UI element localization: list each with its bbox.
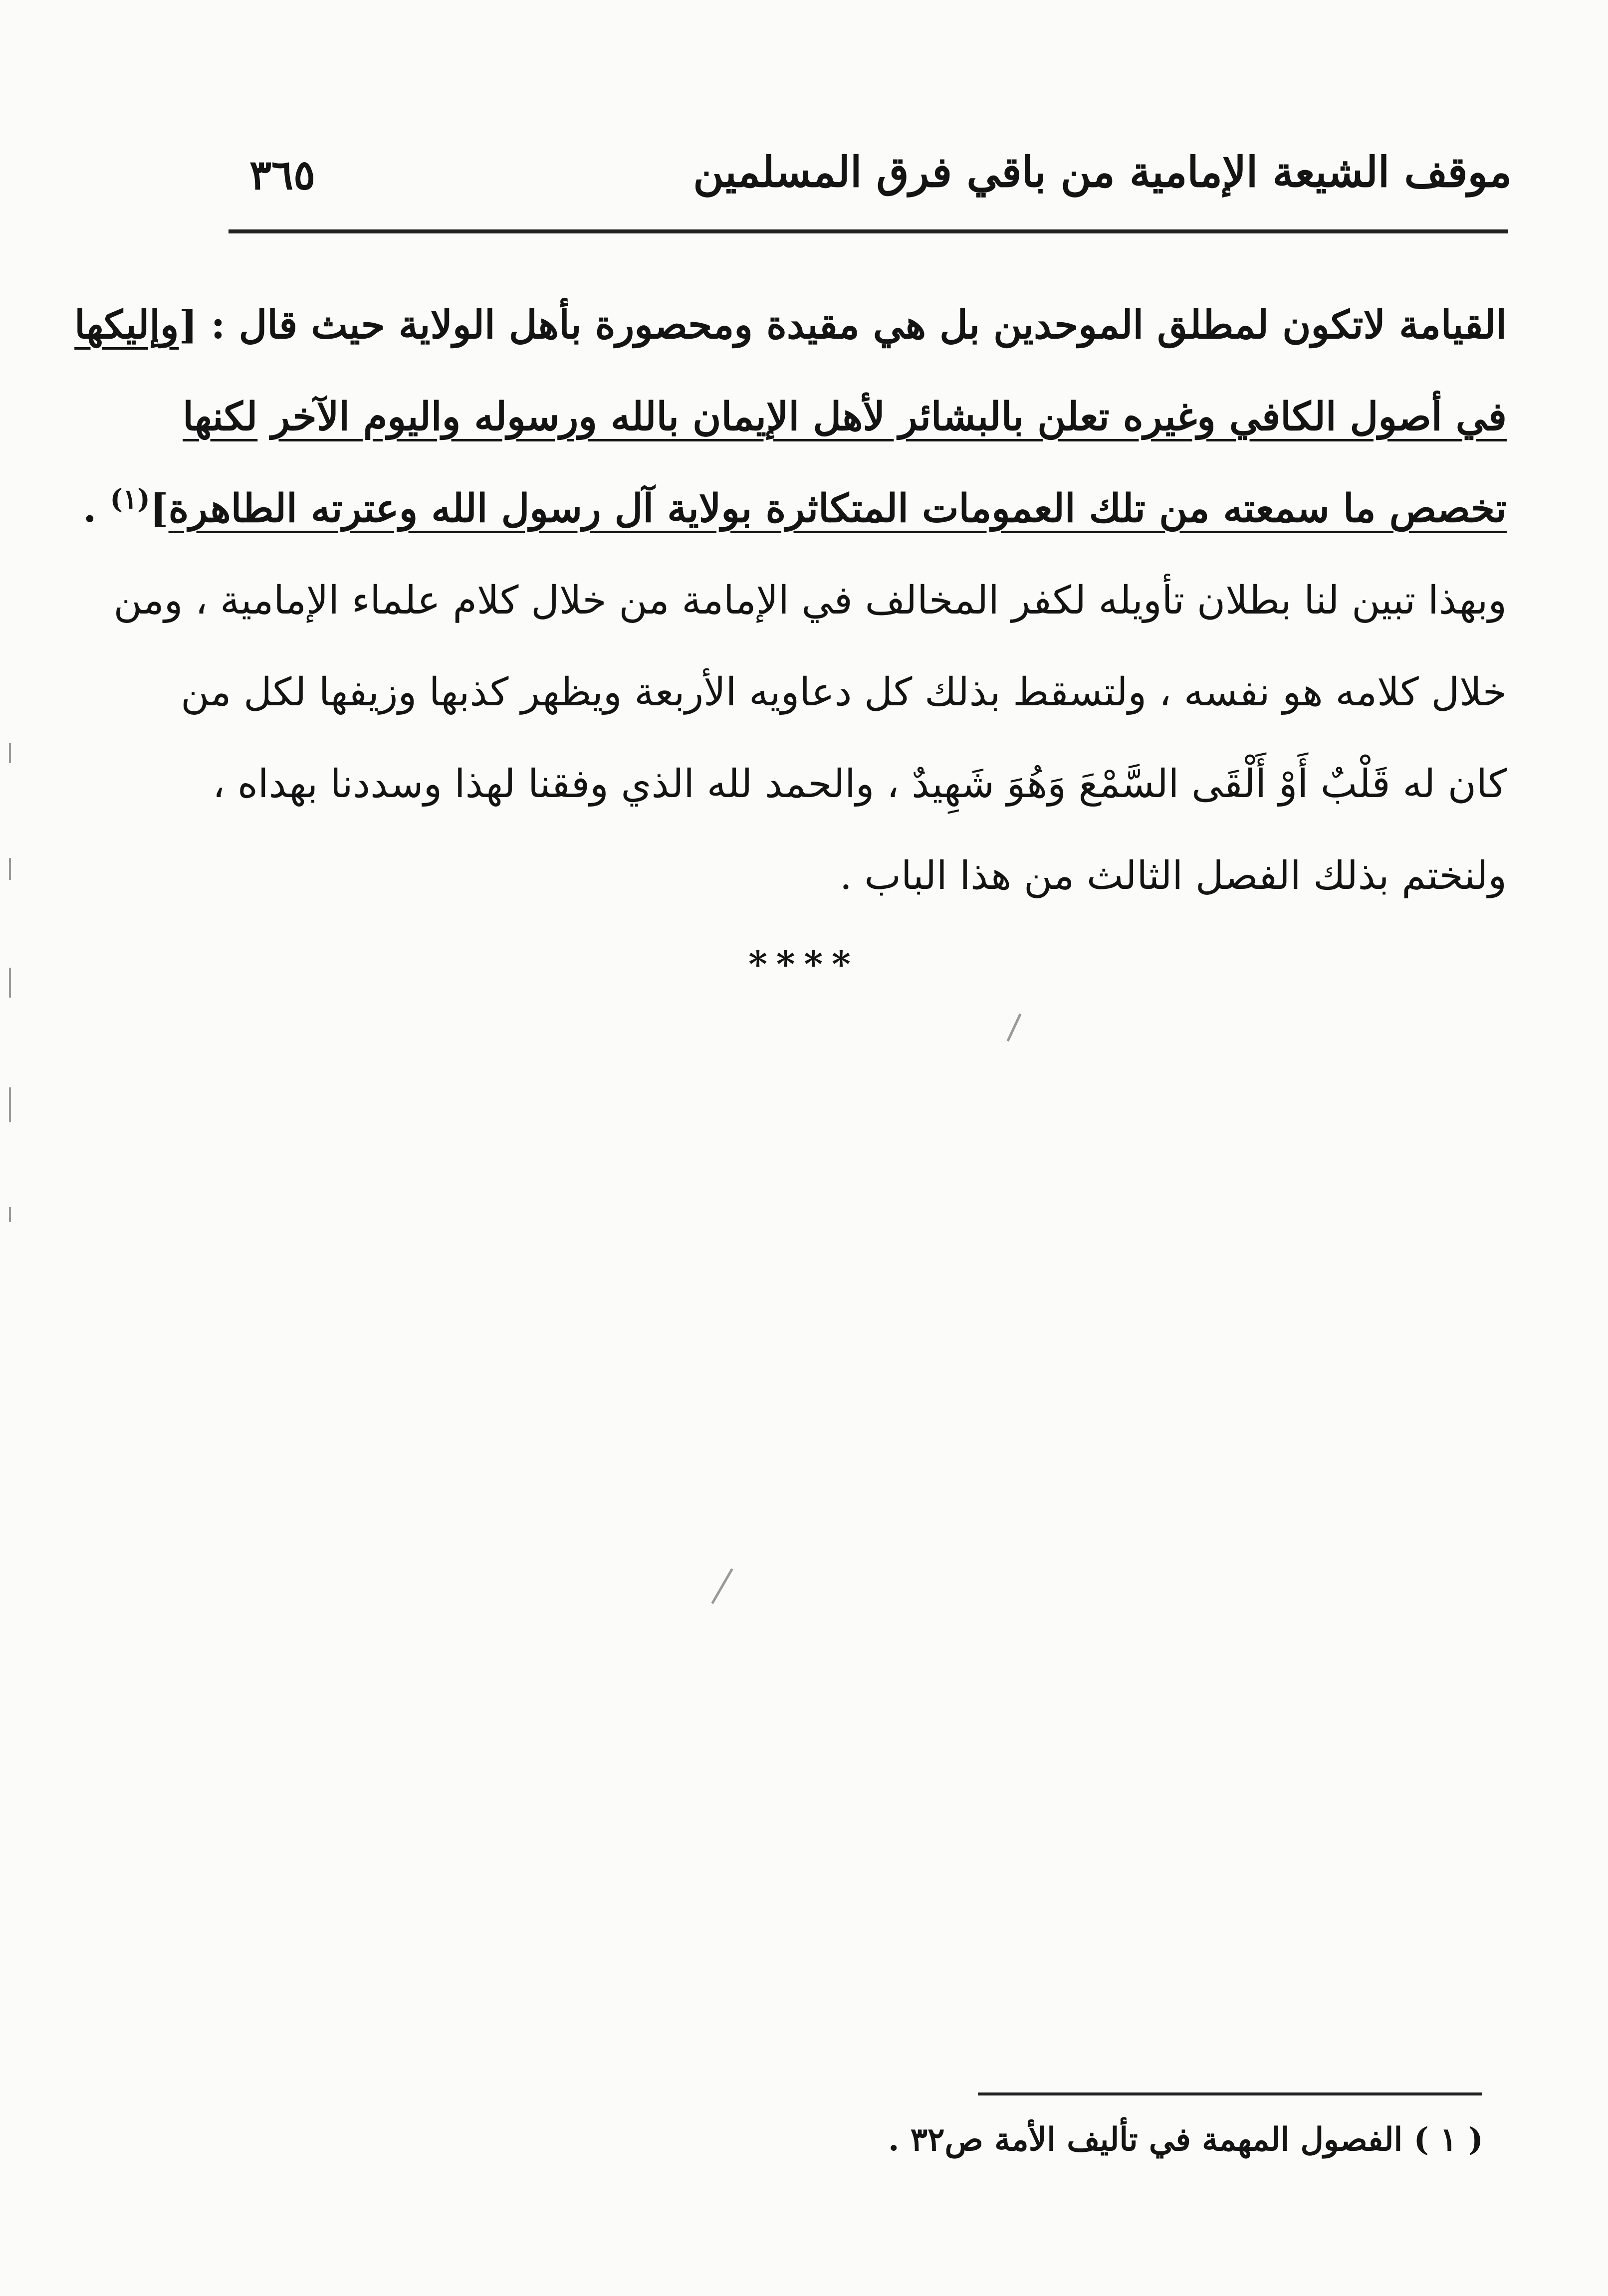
scan-speck bbox=[711, 1568, 733, 1604]
body-text bbox=[74, 279, 1507, 922]
footnote-rule bbox=[978, 2092, 1482, 2095]
body-line-3-close: ] bbox=[150, 486, 169, 531]
body-line-5: خلال كلامه هو نفسه ، ولتسقط بذلك كل دعاويه الأربعة ويظهر كذبها وزيفها لكل من bbox=[181, 670, 1507, 715]
footnote: ( ١ ) الفصول المهمة في تأليف الأمة ص٣٢ . bbox=[888, 2121, 1483, 2158]
body-line-2 bbox=[183, 371, 1507, 463]
section-separator: **** bbox=[748, 943, 860, 985]
body-line-6: كان له قَلْبٌ أَوْ أَلْقَى السَّمْعَ وَهُوَ شَهِيدٌ ، والحمد لله الذي وفقنا لهذا وسددنا بهداه ، bbox=[213, 762, 1507, 807]
header-rule bbox=[229, 229, 1508, 233]
scan-margin-mark bbox=[9, 858, 11, 880]
body-line-1-start: القيامة لاتكون لمطلق الموحدين بل هي مقيدة ومحصورة بأهل الولاية حيث قال : [ bbox=[179, 302, 1507, 348]
body-line-2-end: لكنها bbox=[183, 394, 258, 439]
footnote-reference: (١) bbox=[110, 483, 150, 515]
scan-speck bbox=[1007, 1014, 1022, 1042]
scan-margin-mark bbox=[9, 968, 11, 998]
scan-margin-mark bbox=[9, 1087, 11, 1122]
body-line-2-underlined: في أصول الكافي وغيره تعلن بالبشائر لأهل الإيمان بالله ورسوله واليوم الآخر bbox=[271, 394, 1507, 439]
scan-margin-mark bbox=[9, 1207, 11, 1222]
body-line-3 bbox=[83, 463, 1507, 555]
running-title: موقف الشيعة الإمامية من باقي فرق المسلمين bbox=[693, 147, 1512, 197]
body-line-3-end: . bbox=[83, 486, 97, 531]
body-line-1 bbox=[74, 279, 1507, 371]
body-line-3-underlined: تخصص ما سمعته من تلك العمومات المتكاثرة بولاية آل رسول الله وعترته الطاهرة bbox=[168, 486, 1507, 531]
body-line-7: ولنختم بذلك الفصل الثالث من هذا الباب . bbox=[839, 853, 1507, 898]
page-header bbox=[230, 145, 1512, 209]
body-line-1-underlined: وإليكها bbox=[74, 302, 179, 348]
body-line-4: وبهذا تبين لنا بطلان تأويله لكفر المخالف في الإمامة من خلال كلام علماء الإمامية ، ومن bbox=[113, 578, 1507, 623]
page-number: ٣٦٥ bbox=[249, 151, 316, 199]
scan-margin-mark bbox=[9, 743, 11, 763]
